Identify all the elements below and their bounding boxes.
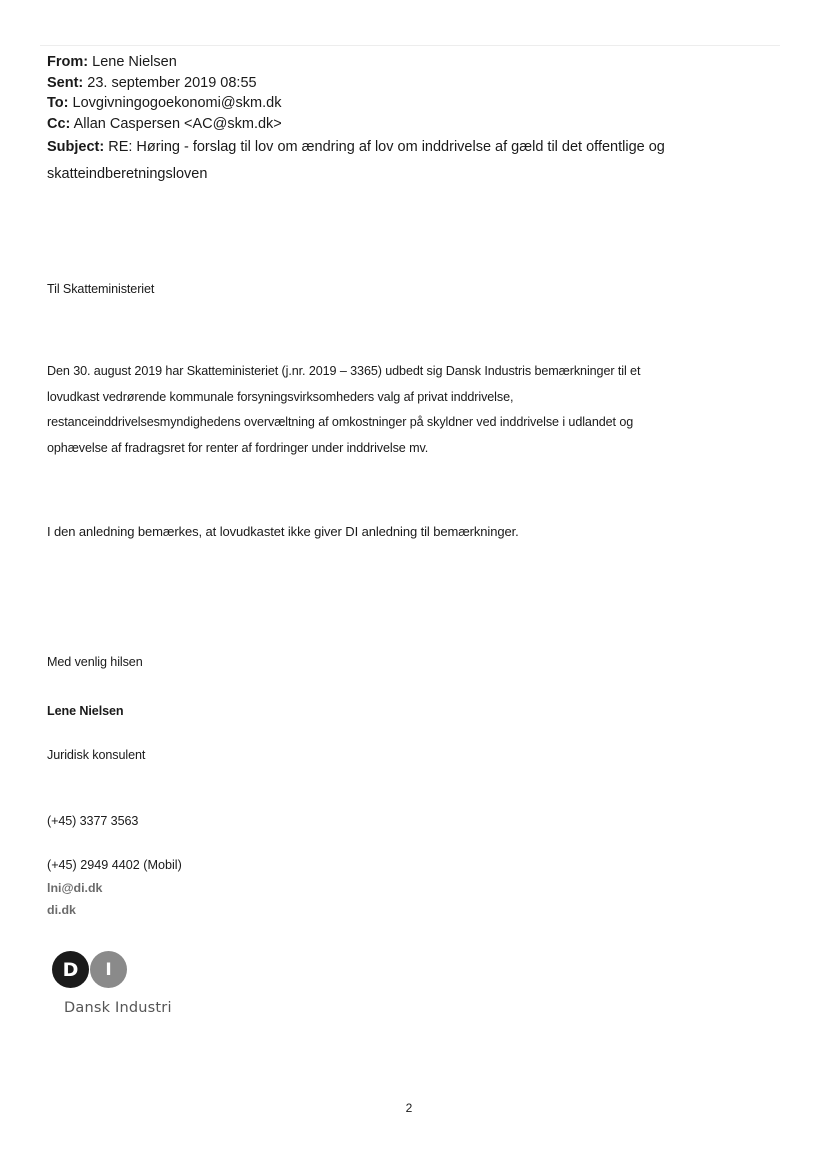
paragraph-1-line: ophævelse af fradragsret for renter af fordringer under inddrivelse mv. xyxy=(47,440,429,455)
contact-block xyxy=(47,854,182,922)
to-value: Lovgivningogoekonomi@skm.dk xyxy=(72,95,282,111)
signature-email-link[interactable]: lni@di.dk xyxy=(47,880,103,895)
signature-title: Juridisk konsulent xyxy=(47,748,146,762)
signature-name: Lene Nielsen xyxy=(47,704,124,718)
logo-circle-i: I xyxy=(90,951,127,988)
di-logo xyxy=(52,951,172,1023)
subject-row xyxy=(47,134,767,188)
logo-circle-d: D xyxy=(52,951,89,988)
to-label: To: xyxy=(47,95,69,111)
to-row xyxy=(47,93,767,114)
signature-phone: (+45) 3377 3563 xyxy=(47,814,139,828)
signature-mobile: (+45) 2949 4402 (Mobil) xyxy=(47,858,182,872)
sent-row xyxy=(47,73,767,94)
logo-text: Dansk Industri xyxy=(64,1000,172,1016)
from-row xyxy=(47,52,767,73)
page-number: 2 xyxy=(405,1101,413,1115)
salutation: Til Skatteministeriet xyxy=(47,282,155,296)
subject-line-2: skatteindberetningsloven xyxy=(47,166,208,182)
paragraph-1-line: lovudkast vedrørende kommunale forsyningsvirksomheders valg af privat inddrivelse, xyxy=(47,389,514,404)
paragraph-2: I den anledning bemærkes, at lovudkastet ikke giver DI anledning til bemærkninger. xyxy=(47,524,519,539)
paragraph-1-line: Den 30. august 2019 har Skatteministeriet (j.nr. 2019 – 3365) udbedt sig Dansk Industris bemærkninger til et xyxy=(47,364,641,378)
paragraph-1-line: restanceinddrivelsesmyndighedens overvæltning af omkostninger på skyldner ved inddrivelse i udlandet og xyxy=(47,415,634,429)
signature-website-link[interactable]: di.dk xyxy=(47,903,76,917)
scan-artifact-line xyxy=(40,45,780,46)
closing: Med venlig hilsen xyxy=(47,655,143,669)
subject-label: Subject: xyxy=(47,139,105,155)
from-label: From: xyxy=(47,54,89,70)
subject-line-1: RE: Høring - forslag til lov om ændring af lov om inddrivelse af gæld til det offentlige og xyxy=(108,139,665,155)
cc-row xyxy=(47,114,767,135)
cc-label: Cc: xyxy=(47,115,71,132)
cc-value: Allan Caspersen <AC@skm.dk> xyxy=(73,115,282,132)
email-header xyxy=(47,52,767,188)
from-value: Lene Nielsen xyxy=(92,54,177,70)
paragraph-1 xyxy=(47,359,737,461)
sent-label: Sent: xyxy=(47,74,84,91)
sent-value: 23. september 2019 08:55 xyxy=(87,74,257,91)
